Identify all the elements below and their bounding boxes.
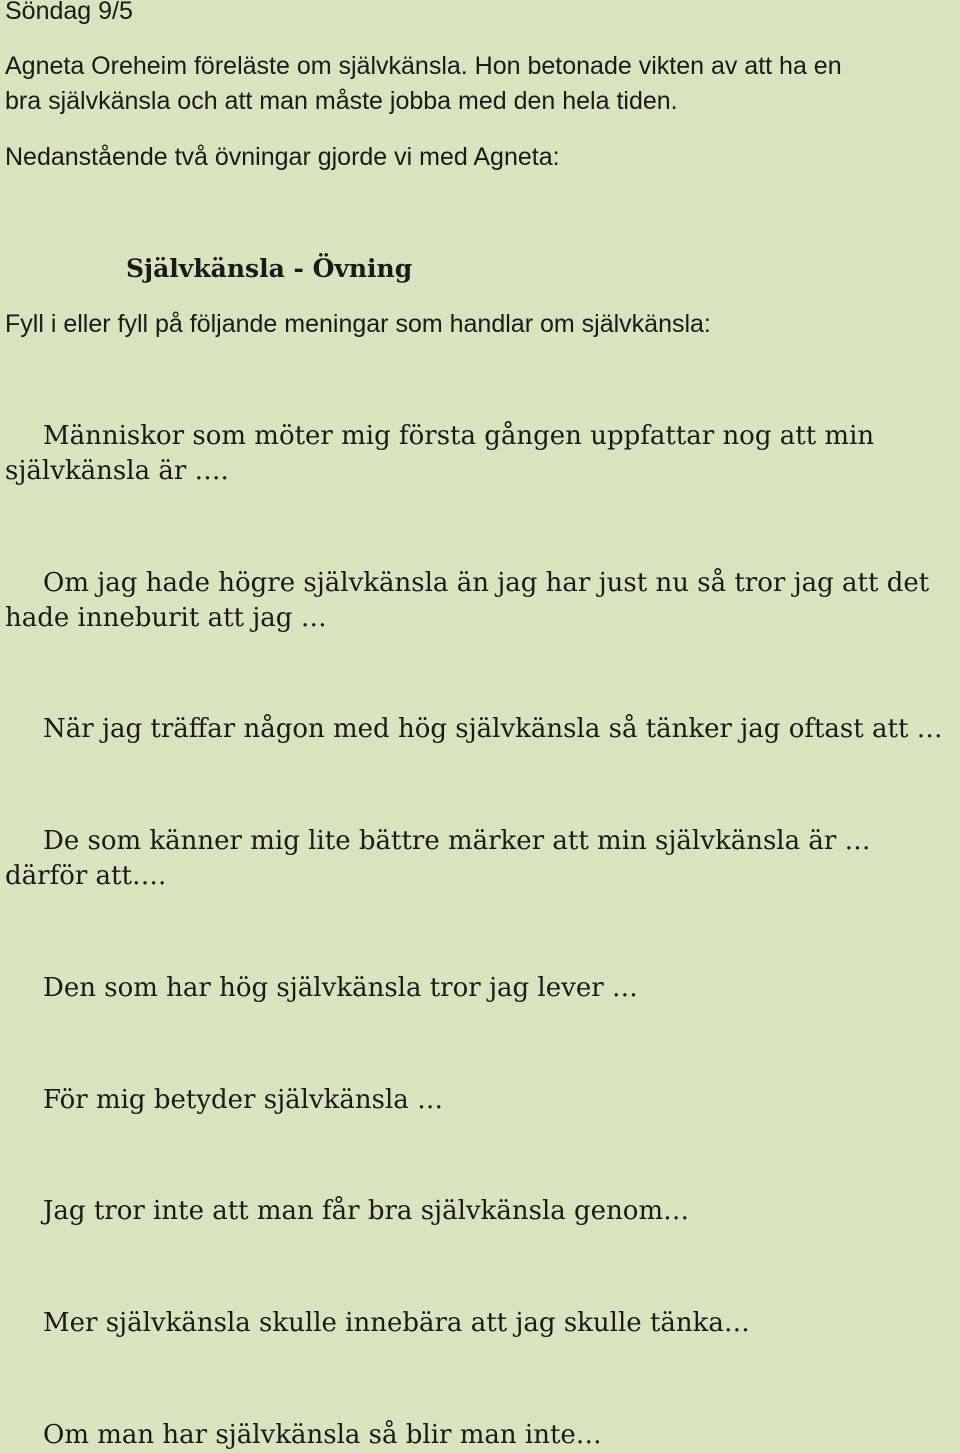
sentence-8: Mer självkänsla skulle innebära att jag skulle tänka… <box>43 1308 750 1338</box>
sentence-9: Om man har självkänsla så blir man inte… <box>43 1420 602 1450</box>
sentence-4: De som känner mig lite bättre märker att min självkänsla är … därför att…. <box>5 826 871 891</box>
sentence-3: När jag träffar någon med hög självkänsla så tänker jag oftast att … <box>43 714 943 744</box>
sentence-7: Jag tror inte att man får bra självkänsla genom… <box>43 1196 690 1226</box>
sentence-5: Den som har hög självkänsla tror jag lever … <box>43 973 638 1003</box>
sentence-1: Människor som möter mig första gången uppfattar nog att min självkänsla är …. <box>5 421 875 486</box>
intro-line-1: Agneta Oreheim föreläste om självkänsla. Hon betonade vikten av att ha en <box>5 52 842 80</box>
date-heading: Söndag 9/5 <box>5 0 133 25</box>
intro-line-2: bra självkänsla och att man måste jobba med den hela tiden. <box>5 87 678 115</box>
exercises-intro: Nedanstående två övningar gjorde vi med Agneta: <box>5 143 560 171</box>
sentence-6: För mig betyder självkänsla … <box>43 1085 444 1115</box>
sentence-2: Om jag hade högre självkänsla än jag har just nu så tror jag att det hade inneburit att jag … <box>5 568 930 633</box>
exercise-title: Självkänsla - Övning <box>126 254 413 283</box>
exercise-instruction: Fyll i eller fyll på följande meningar som handlar om självkänsla: <box>5 310 711 338</box>
